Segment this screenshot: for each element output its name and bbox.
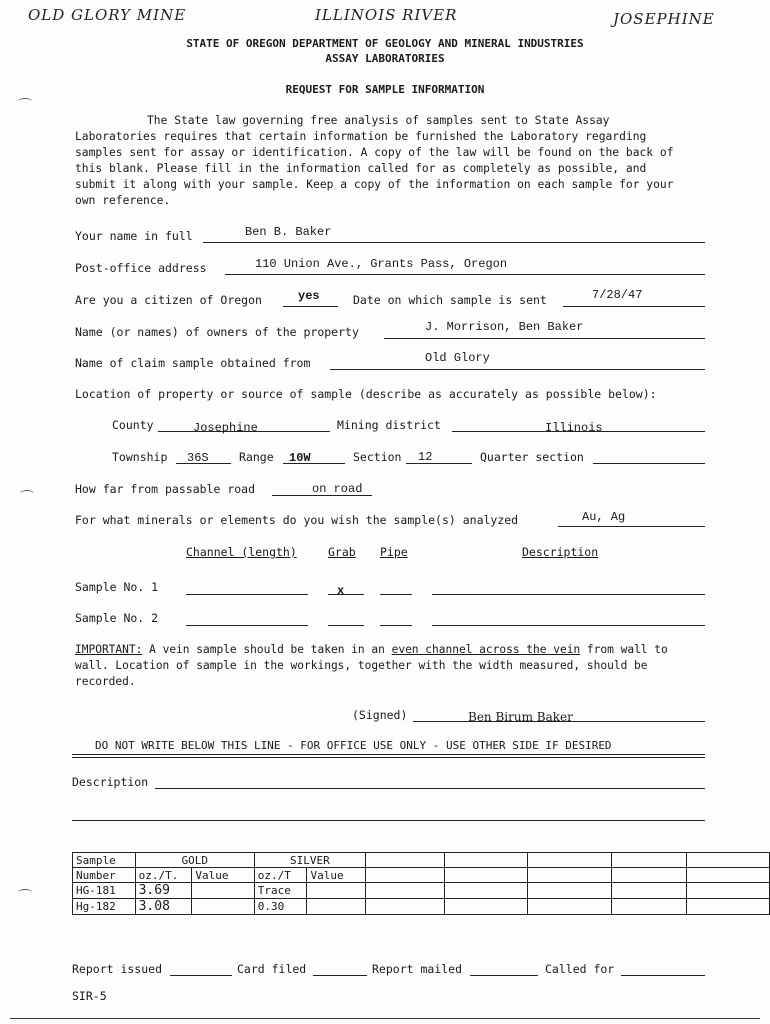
quarter-line[interactable]: [593, 463, 705, 464]
range-label: Range: [239, 450, 274, 464]
signature[interactable]: Ben Birum Baker: [468, 710, 573, 724]
header-description: Description: [522, 545, 599, 559]
table-cell[interactable]: [611, 853, 686, 868]
th-gold: GOLD: [135, 853, 254, 868]
table-cell[interactable]: [686, 868, 769, 883]
table-cell[interactable]: [528, 868, 611, 883]
row2-silver-value[interactable]: [307, 899, 366, 915]
report-issued-label: Report issued: [72, 962, 163, 976]
table-cell[interactable]: [528, 899, 611, 915]
signed-label: (Signed): [352, 708, 408, 722]
minerals-label: For what minerals or elements do you wish the sample(s) analyzed: [75, 513, 519, 527]
address-line: [225, 274, 705, 275]
form-number: SIR-5: [72, 989, 107, 1003]
quarter-label: Quarter section: [480, 450, 584, 464]
results-table: [72, 852, 770, 915]
description-line-2[interactable]: [72, 820, 705, 821]
owners-value[interactable]: J. Morrison, Ben Baker: [425, 320, 584, 334]
office-use-notice: DO NOT WRITE BELOW THIS LINE - FOR OFFICE USE ONLY - USE OTHER SIDE IF DESIRED: [95, 739, 612, 752]
row2-silver-oz: 0.30: [254, 899, 307, 915]
intro-paragraph: The State law governing free analysis of samples sent to State Assay Laboratories requires that certain information be furnished the Laboratory regarding samples sent for assay or identification. A copy of the law will be found on the back of this blank. Please fill in the information called for as completely as possible, and submit it along with your sample. Keep a copy of the information on each sample for your own reference.: [75, 114, 674, 207]
date-label: Date on which sample is sent: [353, 293, 547, 307]
important-note: [75, 642, 685, 690]
township-label: Township: [112, 450, 168, 464]
table-cell[interactable]: [445, 899, 528, 915]
called-for-line[interactable]: [621, 975, 705, 976]
report-mailed-line[interactable]: [470, 975, 538, 976]
important-text-underlined: even channel across the vein: [391, 643, 581, 656]
th-number: Number: [73, 868, 136, 883]
date-line: [563, 306, 705, 307]
table-cell[interactable]: [528, 853, 611, 868]
minerals-line: [558, 526, 705, 527]
sample-2-grab-line[interactable]: [328, 625, 364, 626]
county-value[interactable]: Josephine: [193, 421, 258, 435]
table-cell[interactable]: [611, 883, 686, 899]
county-label: County: [112, 418, 154, 432]
header-grab: Grab: [328, 545, 356, 559]
township-value[interactable]: 36S: [187, 451, 209, 465]
table-cell[interactable]: [445, 883, 528, 899]
office-divider-1: [72, 754, 705, 755]
sample-2-pipe-line[interactable]: [380, 625, 412, 626]
sample-2-channel-line[interactable]: [186, 625, 308, 626]
row1-gold-oz: 3.69: [135, 883, 192, 899]
claim-label: Name of claim sample obtained from: [75, 356, 311, 370]
name-line: [203, 242, 705, 243]
table-cell[interactable]: [528, 883, 611, 899]
section-value[interactable]: 12: [418, 450, 433, 464]
important-label: IMPORTANT:: [75, 643, 143, 656]
important-text-b: from wall to wall. Location of sample in the workings, together with the width measured, should be recorded.: [75, 643, 668, 688]
owners-label: Name (or names) of owners of the property: [75, 325, 359, 339]
row1-silver-value[interactable]: [307, 883, 366, 899]
form-title: REQUEST FOR SAMPLE INFORMATION: [285, 83, 485, 96]
description-line-1[interactable]: [155, 788, 705, 789]
card-filed-line[interactable]: [313, 975, 367, 976]
handwritten-county: JOSEPHINE: [613, 10, 715, 28]
table-cell[interactable]: [445, 868, 528, 883]
margin-mark: [20, 490, 34, 497]
description-label: Description: [72, 775, 149, 789]
row2-gold-oz: 3.08: [135, 899, 192, 915]
row2-gold-value[interactable]: [192, 899, 254, 915]
district-label: Mining district: [337, 418, 441, 432]
card-filed-label: Card filed: [237, 962, 307, 976]
th-silver: SILVER: [254, 853, 365, 868]
table-cell[interactable]: [366, 868, 445, 883]
th-gold-value: Value: [192, 868, 254, 883]
th-gold-oz: oz./T.: [135, 868, 192, 883]
important-text-a: A vein sample should be taken in an: [149, 643, 392, 656]
called-for-label: Called for: [545, 962, 615, 976]
table-cell[interactable]: [445, 853, 528, 868]
sample-1-pipe-line[interactable]: [380, 594, 412, 595]
address-label: Post-office address: [75, 261, 207, 275]
sample-1-description-line[interactable]: [432, 594, 705, 595]
citizen-line: [283, 306, 338, 307]
report-issued-line[interactable]: [170, 975, 232, 976]
name-label: Your name in full: [75, 229, 193, 243]
location-label: Location of property or source of sample (describe as accurately as possible below):: [75, 387, 657, 401]
handwritten-river: ILLINOIS RIVER: [315, 6, 458, 24]
sample-1-grab-mark: x: [337, 584, 345, 598]
sample-2-description-line[interactable]: [432, 625, 705, 626]
name-value[interactable]: Ben B. Baker: [245, 225, 332, 239]
range-value[interactable]: 10W: [289, 451, 311, 465]
sample-2-label: Sample No. 2: [75, 611, 159, 625]
table-cell[interactable]: [686, 883, 769, 899]
table-cell[interactable]: [366, 883, 445, 899]
claim-value[interactable]: Old Glory: [425, 351, 490, 365]
header-labs: ASSAY LABORATORIES: [325, 52, 445, 65]
table-cell[interactable]: [686, 899, 769, 915]
table-cell[interactable]: [611, 899, 686, 915]
page-bottom-edge: [10, 1018, 760, 1019]
district-value[interactable]: Illinois: [545, 421, 603, 435]
citizen-value[interactable]: yes: [298, 289, 320, 303]
office-divider-2: [72, 757, 705, 758]
sample-1-channel-line[interactable]: [186, 594, 308, 595]
road-label: How far from passable road: [75, 482, 256, 496]
row2-number: Hg-182: [73, 899, 136, 915]
citizen-label: Are you a citizen of Oregon: [75, 293, 262, 307]
header-pipe: Pipe: [380, 545, 408, 559]
th-silver-value: Value: [307, 868, 366, 883]
table-cell[interactable]: [366, 899, 445, 915]
row1-silver-oz: Trace: [254, 883, 307, 899]
header-department: STATE OF OREGON DEPARTMENT OF GEOLOGY AND MINERAL INDUSTRIES: [186, 37, 584, 50]
report-mailed-label: Report mailed: [372, 962, 463, 976]
row1-gold-value[interactable]: [192, 883, 254, 899]
date-value[interactable]: 7/28/47: [592, 288, 643, 302]
margin-mark: [18, 98, 32, 105]
th-silver-oz: oz./T: [254, 868, 307, 883]
sample-1-label: Sample No. 1: [75, 580, 159, 594]
th-sample: Sample: [73, 853, 136, 868]
header-channel: Channel (length): [186, 545, 297, 559]
minerals-value[interactable]: Au, Ag: [582, 510, 626, 524]
address-value[interactable]: 110 Union Ave., Grants Pass, Oregon: [255, 257, 508, 271]
sample-1-grab-line[interactable]: [328, 594, 364, 595]
owners-line: [384, 338, 705, 339]
section-line: [406, 463, 472, 464]
table-cell[interactable]: [611, 868, 686, 883]
section-label: Section: [353, 450, 402, 464]
handwritten-mine-name: OLD GLORY MINE: [28, 6, 187, 24]
row1-number: HG-181: [73, 883, 136, 899]
margin-mark: [18, 889, 32, 896]
road-value[interactable]: on road: [312, 482, 363, 496]
claim-line: [330, 369, 705, 370]
table-cell[interactable]: [366, 853, 445, 868]
table-cell[interactable]: [686, 853, 769, 868]
